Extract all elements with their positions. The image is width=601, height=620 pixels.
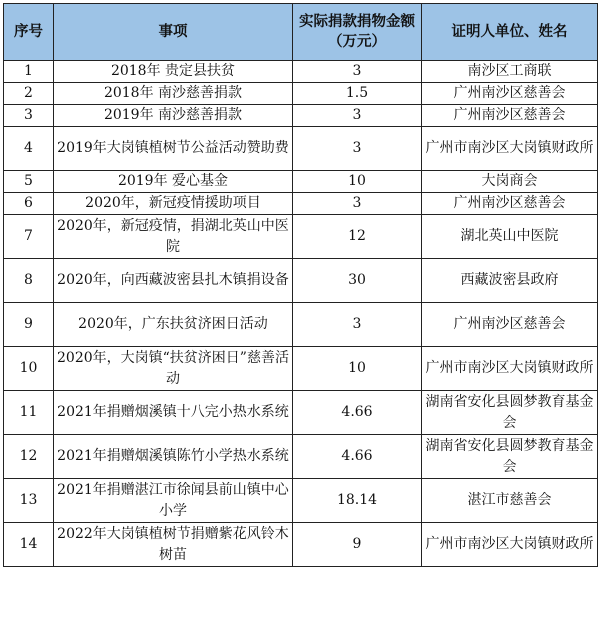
- row-amount: 3: [293, 303, 422, 347]
- row-amount: 3: [293, 105, 422, 127]
- row-item: 2020年，大岗镇“扶贫济困日”慈善活动: [54, 347, 293, 391]
- row-index: 2: [4, 83, 54, 105]
- table-row: [4, 479, 598, 523]
- header-certifier: 证明人单位、姓名: [422, 4, 598, 61]
- row-index: 1: [4, 61, 54, 83]
- row-index: 3: [4, 105, 54, 127]
- row-amount: 10: [293, 171, 422, 193]
- row-index: 14: [4, 523, 54, 567]
- row-amount: 12: [293, 215, 422, 259]
- row-certifier: 广州南沙区慈善会: [422, 193, 598, 215]
- row-amount: 3: [293, 127, 422, 171]
- table-row: [4, 303, 598, 347]
- row-certifier: 广州南沙区慈善会: [422, 303, 598, 347]
- row-amount: 1.5: [293, 83, 422, 105]
- table-row: [4, 61, 598, 83]
- row-index: 6: [4, 193, 54, 215]
- row-item: 2021年捐赠湛江市徐闻县前山镇中心小学: [54, 479, 293, 523]
- row-certifier: 湛江市慈善会: [422, 479, 598, 523]
- row-item: 2019年 南沙慈善捐款: [54, 105, 293, 127]
- row-item: 2020年，向西藏波密县扎木镇捐设备: [54, 259, 293, 303]
- row-amount: 3: [293, 193, 422, 215]
- row-amount: 10: [293, 347, 422, 391]
- row-certifier: 广州南沙区慈善会: [422, 105, 598, 127]
- row-certifier: 南沙区工商联: [422, 61, 598, 83]
- header-row: [4, 4, 598, 61]
- row-item: 2020年，新冠疫情援助项目: [54, 193, 293, 215]
- row-certifier: 广州市南沙区大岗镇财政所: [422, 523, 598, 567]
- row-amount: 4.66: [293, 435, 422, 479]
- row-index: 5: [4, 171, 54, 193]
- header-item: 事项: [54, 4, 293, 61]
- row-index: 10: [4, 347, 54, 391]
- row-certifier: 西藏波密县政府: [422, 259, 598, 303]
- row-certifier: 广州市南沙区大岗镇财政所: [422, 127, 598, 171]
- row-index: 8: [4, 259, 54, 303]
- row-amount: 18.14: [293, 479, 422, 523]
- row-item: 2019年 爱心基金: [54, 171, 293, 193]
- row-certifier: 湖北英山中医院: [422, 215, 598, 259]
- table-row: [4, 347, 598, 391]
- table-row: [4, 215, 598, 259]
- row-amount: 4.66: [293, 391, 422, 435]
- table-row: [4, 127, 598, 171]
- row-certifier: 广州市南沙区大岗镇财政所: [422, 347, 598, 391]
- row-index: 9: [4, 303, 54, 347]
- row-index: 11: [4, 391, 54, 435]
- donation-table: [3, 3, 598, 567]
- row-certifier: 湖南省安化县圆梦教育基金会: [422, 391, 598, 435]
- table-row: [4, 435, 598, 479]
- row-item: 2022年大岗镇植树节捐赠紫花风铃木树苗: [54, 523, 293, 567]
- header-index: 序号: [4, 4, 54, 61]
- table-row: [4, 193, 598, 215]
- table-row: [4, 391, 598, 435]
- row-item: 2021年捐赠烟溪镇陈竹小学热水系统: [54, 435, 293, 479]
- row-item: 2018年 贵定县扶贫: [54, 61, 293, 83]
- row-certifier: 大岗商会: [422, 171, 598, 193]
- row-item: 2021年捐赠烟溪镇十八完小热水系统: [54, 391, 293, 435]
- row-amount: 9: [293, 523, 422, 567]
- row-item: 2020年，新冠疫情，捐湖北英山中医院: [54, 215, 293, 259]
- row-item: 2020年，广东扶贫济困日活动: [54, 303, 293, 347]
- row-index: 4: [4, 127, 54, 171]
- table-row: [4, 523, 598, 567]
- table-row: [4, 83, 598, 105]
- row-index: 13: [4, 479, 54, 523]
- row-amount: 3: [293, 61, 422, 83]
- row-index: 7: [4, 215, 54, 259]
- header-amount: 实际捐款捐物金额（万元）: [293, 4, 422, 61]
- row-certifier: 广州南沙区慈善会: [422, 83, 598, 105]
- table-row: [4, 171, 598, 193]
- row-index: 12: [4, 435, 54, 479]
- table-row: [4, 259, 598, 303]
- row-amount: 30: [293, 259, 422, 303]
- row-item: 2019年大岗镇植树节公益活动赞助费: [54, 127, 293, 171]
- row-certifier: 湖南省安化县圆梦教育基金会: [422, 435, 598, 479]
- row-item: 2018年 南沙慈善捐款: [54, 83, 293, 105]
- table-row: [4, 105, 598, 127]
